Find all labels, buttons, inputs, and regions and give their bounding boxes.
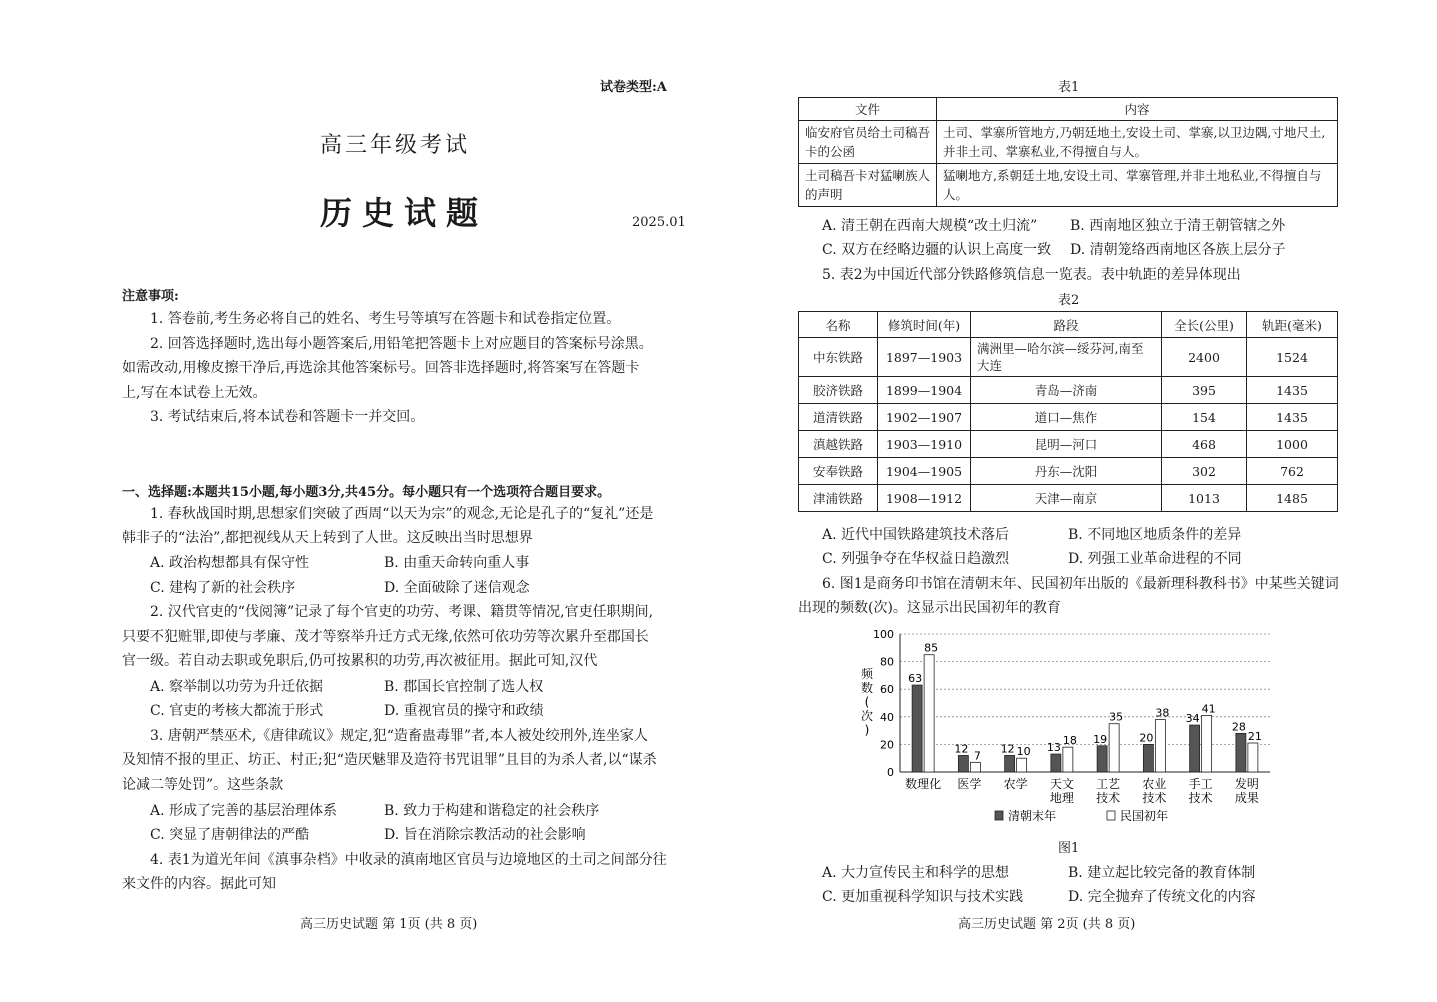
option: C. 列强争夺在华权益日趋激烈 bbox=[822, 551, 1010, 567]
y-tick-label: 40 bbox=[880, 710, 894, 724]
table1-header: 文件 bbox=[799, 98, 937, 121]
table2-cell: 1485 bbox=[1247, 485, 1338, 512]
legend-label: 清朝末年 bbox=[1008, 809, 1057, 823]
question-text: 6. 图1是商务印书馆在清朝末年、民国初年出版的《最新理科教科书》中某些关键词 bbox=[822, 576, 1339, 592]
table2-header: 路段 bbox=[971, 312, 1162, 338]
table2-cell: 天津—南京 bbox=[971, 485, 1162, 512]
exam-date: 2025.01 bbox=[632, 215, 686, 230]
bar bbox=[970, 762, 980, 772]
table2-cell: 昆明—河口 bbox=[971, 431, 1162, 458]
x-tick-label: 医学 bbox=[957, 777, 982, 791]
data-label: 7 bbox=[973, 749, 981, 763]
bar bbox=[1190, 725, 1200, 772]
table2-cell: 青岛—济南 bbox=[971, 377, 1162, 404]
legend-swatch bbox=[1107, 811, 1115, 820]
option: A. 形成了完善的基层治理体系 bbox=[150, 803, 338, 819]
x-tick-label: 天文 bbox=[1049, 777, 1074, 791]
question-text: 1. 春秋战国时期,思想家们突破了西周“以天为宗”的观念,无论是孔子的“复礼”还是 bbox=[150, 506, 654, 522]
table2-cell: 762 bbox=[1247, 458, 1338, 485]
data-label: 34 bbox=[1185, 712, 1200, 726]
table2-cell: 胶济铁路 bbox=[799, 377, 878, 404]
data-label: 10 bbox=[1016, 745, 1031, 759]
bar bbox=[924, 655, 934, 772]
bar bbox=[1017, 758, 1027, 772]
y-axis-label: 频 bbox=[860, 667, 874, 681]
x-tick-label: 农业 bbox=[1142, 777, 1167, 791]
y-tick-label: 100 bbox=[873, 628, 894, 641]
question-text: 出现的频数(次)。这显示出民国初年的教育 bbox=[798, 600, 1061, 616]
table2-cell: 滇越铁路 bbox=[799, 431, 878, 458]
table2-cell: 丹东—沈阳 bbox=[971, 458, 1162, 485]
table-row bbox=[799, 121, 1338, 164]
table2-cell: 302 bbox=[1162, 458, 1247, 485]
y-tick-label: 0 bbox=[887, 766, 894, 779]
table2-cell: 道口—焦作 bbox=[971, 404, 1162, 431]
bar bbox=[1248, 743, 1258, 772]
question-text: 3. 唐朝严禁巫术,《唐律疏议》规定,犯“造畜蛊毒罪”者,本人被处绞刑外,连坐家人 bbox=[150, 728, 648, 744]
table2-cell: 1903—1910 bbox=[878, 431, 971, 458]
data-label: 13 bbox=[1046, 741, 1061, 755]
table-row bbox=[799, 404, 1338, 431]
bar bbox=[1155, 720, 1165, 772]
option: D. 完全抛弃了传统文化的内容 bbox=[1068, 889, 1256, 905]
table-row bbox=[799, 164, 1338, 207]
data-label: 28 bbox=[1231, 720, 1246, 734]
x-tick-label: 发明 bbox=[1234, 777, 1259, 791]
table2-header: 修筑时间(年) bbox=[878, 312, 971, 338]
table2-cell: 154 bbox=[1162, 404, 1247, 431]
table-row bbox=[799, 485, 1338, 512]
table2-cell: 1524 bbox=[1247, 338, 1338, 377]
option: D. 列强工业革命进程的不同 bbox=[1068, 551, 1242, 567]
question-text: 韩非子的“法治”,都把视线从天上转到了人世。这反映出当时思想界 bbox=[122, 530, 533, 546]
note-line: 如需改动,用橡皮擦干净后,再选涂其他答案标号。回答非选择题时,将答案写在答题卡 bbox=[122, 360, 640, 376]
page-footer: 高三历史试题 第 1页 (共 8 页) bbox=[300, 917, 478, 932]
note-line: 1. 答卷前,考生务必将自己的姓名、考生号等填写在答题卡和试卷指定位置。 bbox=[150, 311, 621, 327]
exam-title: 高三年级考试 bbox=[320, 133, 471, 158]
table2-caption: 表2 bbox=[1058, 293, 1080, 308]
table2-cell: 1435 bbox=[1247, 404, 1338, 431]
table1-cell: 土司稿吾卡对猛喇族人的声明 bbox=[799, 164, 937, 207]
table1-cell: 临安府官员给土司稿吾卡的公函 bbox=[799, 121, 937, 164]
table2-header: 全长(公里) bbox=[1162, 312, 1247, 338]
bar bbox=[1063, 747, 1073, 772]
option: B. 致力于构建和谐稳定的社会秩序 bbox=[384, 803, 600, 819]
subject-title: 历史试题 bbox=[320, 194, 489, 232]
data-label: 20 bbox=[1139, 731, 1154, 745]
data-label: 41 bbox=[1201, 702, 1216, 716]
x-tick-label: 手工 bbox=[1188, 777, 1213, 791]
note-line: 3. 考试结束后,将本试卷和答题卡一并交回。 bbox=[150, 409, 425, 425]
bar bbox=[1051, 754, 1061, 772]
table-1 bbox=[798, 97, 1338, 207]
page-footer: 高三历史试题 第 2页 (共 8 页) bbox=[958, 917, 1136, 932]
table2-cell: 1013 bbox=[1162, 485, 1247, 512]
table2-cell: 道清铁路 bbox=[799, 404, 878, 431]
table2-cell: 468 bbox=[1162, 431, 1247, 458]
data-label: 19 bbox=[1093, 732, 1108, 746]
option: A. 清王朝在西南大规模“改土归流” bbox=[822, 218, 1038, 234]
bar-chart bbox=[845, 620, 1285, 835]
legend-swatch bbox=[995, 811, 1003, 820]
table1-cell: 土司、掌寨所管地方,乃朝廷地土,安设土司、掌寨,以卫边隅,寸地尺土,并非土司、掌寨私业,不得擅自与人。 bbox=[937, 121, 1338, 164]
option: D. 清朝笼络西南地区各族上层分子 bbox=[1070, 242, 1286, 258]
table2-cell: 1897—1903 bbox=[878, 338, 971, 377]
option: B. 郡国长官控制了选人权 bbox=[384, 679, 544, 695]
table2-cell: 395 bbox=[1162, 377, 1247, 404]
table-row bbox=[799, 338, 1338, 377]
table2-cell: 中东铁路 bbox=[799, 338, 878, 377]
question-text: 4. 表1为道光年间《滇事杂档》中收录的滇南地区官员与边境地区的土司之间部分往 bbox=[150, 852, 667, 868]
x-tick-label: 数理化 bbox=[905, 777, 942, 791]
y-axis-label: 次 bbox=[860, 709, 874, 723]
table2-header: 轨距(毫米) bbox=[1247, 312, 1338, 338]
table2-cell: 1902—1907 bbox=[878, 404, 971, 431]
option: D. 全面破除了迷信观念 bbox=[384, 580, 530, 596]
bar bbox=[1005, 755, 1015, 772]
legend-label: 民国初年 bbox=[1120, 809, 1169, 823]
table1-caption: 表1 bbox=[1058, 80, 1080, 95]
data-label: 12 bbox=[954, 742, 969, 756]
bar bbox=[912, 685, 922, 772]
table1-header: 内容 bbox=[937, 98, 1338, 121]
x-tick-label: 技术 bbox=[1188, 791, 1213, 805]
question-text: 论减二等处罚”。这些条款 bbox=[122, 777, 284, 793]
option: A. 近代中国铁路建筑技术落后 bbox=[822, 527, 1010, 543]
bar bbox=[1236, 733, 1246, 772]
option: C. 建构了新的社会秩序 bbox=[150, 580, 296, 596]
note-line: 2. 回答选择题时,选出每小题答案后,用铅笔把答题卡上对应题目的答案标号涂黑。 bbox=[150, 336, 653, 352]
option: B. 西南地区独立于清王朝管辖之外 bbox=[1070, 218, 1286, 234]
table2-cell: 1899—1904 bbox=[878, 377, 971, 404]
data-label: 35 bbox=[1109, 710, 1124, 724]
x-tick-label: 地理 bbox=[1049, 791, 1074, 805]
table-row bbox=[799, 377, 1338, 404]
question-text: 5. 表2为中国近代部分铁路修筑信息一览表。表中轨距的差异体现出 bbox=[822, 267, 1241, 283]
notes-heading: 注意事项: bbox=[122, 289, 179, 304]
bar bbox=[1097, 746, 1107, 772]
table1-cell: 猛喇地方,系朝廷土地,安设土司、掌寨管理,并非土地私业,不得擅自与人。 bbox=[937, 164, 1338, 207]
paper-type: 试卷类型:A bbox=[600, 80, 667, 95]
bar bbox=[1109, 724, 1119, 772]
y-axis-label: ) bbox=[864, 723, 870, 737]
note-line: 上,写在本试卷上无效。 bbox=[122, 385, 267, 401]
x-tick-label: 技术 bbox=[1142, 791, 1167, 805]
table2-cell: 1000 bbox=[1247, 431, 1338, 458]
table-row bbox=[799, 431, 1338, 458]
option: A. 政治构想都具有保守性 bbox=[150, 555, 310, 571]
bar bbox=[958, 755, 968, 772]
table2-cell: 津浦铁路 bbox=[799, 485, 878, 512]
option: C. 更加重视科学知识与技术实践 bbox=[822, 889, 1024, 905]
section-title: 一、选择题:本题共15小题,每小题3分,共45分。每小题只有一个选项符合题目要求。 bbox=[122, 485, 611, 500]
data-label: 63 bbox=[908, 672, 923, 686]
data-label: 21 bbox=[1247, 730, 1262, 744]
x-tick-label: 工艺 bbox=[1096, 777, 1121, 791]
y-axis-label: 数 bbox=[860, 681, 874, 695]
bar bbox=[1202, 715, 1212, 772]
x-tick-label: 农学 bbox=[1003, 777, 1028, 791]
option: C. 双方在经略边疆的认识上高度一致 bbox=[822, 242, 1052, 258]
option: B. 建立起比较完备的教育体制 bbox=[1068, 865, 1256, 881]
option: B. 由重天命转向重人事 bbox=[384, 555, 530, 571]
option: A. 大力宣传民主和科学的思想 bbox=[822, 865, 1010, 881]
data-label: 85 bbox=[924, 641, 939, 655]
table2-cell: 2400 bbox=[1162, 338, 1247, 377]
option: D. 旨在消除宗教活动的社会影响 bbox=[384, 827, 586, 843]
y-axis-label: ( bbox=[864, 695, 870, 709]
table2-cell: 1435 bbox=[1247, 377, 1338, 404]
option: B. 不同地区地质条件的差异 bbox=[1068, 527, 1242, 543]
question-text: 及知情不报的里正、坊正、村正;犯“造厌魅罪及造符书咒诅罪”且目的为杀人者,以“谋杀 bbox=[122, 752, 657, 768]
option: D. 重视官员的操守和政绩 bbox=[384, 703, 544, 719]
data-label: 12 bbox=[1000, 742, 1015, 756]
y-tick-label: 20 bbox=[880, 738, 894, 752]
figure-caption: 图1 bbox=[1058, 841, 1080, 856]
x-tick-label: 成果 bbox=[1234, 791, 1259, 805]
y-tick-label: 80 bbox=[880, 655, 894, 669]
question-text: 官一级。若自动去职或免职后,仍可按累积的功劳,再次被征用。据此可知,汉代 bbox=[122, 653, 598, 669]
table2-cell: 1908—1912 bbox=[878, 485, 971, 512]
table2-header: 名称 bbox=[799, 312, 878, 338]
y-tick-label: 60 bbox=[880, 683, 894, 697]
table2-cell: 安奉铁路 bbox=[799, 458, 878, 485]
question-text: 来文件的内容。据此可知 bbox=[122, 876, 276, 892]
data-label: 38 bbox=[1155, 706, 1170, 720]
data-label: 18 bbox=[1062, 734, 1077, 748]
option: C. 突显了唐朝律法的严酷 bbox=[150, 827, 310, 843]
bar bbox=[1143, 744, 1153, 772]
table2-cell: 满洲里—哈尔滨—绥芬河,南至大连 bbox=[971, 338, 1162, 377]
question-text: 只要不犯赃罪,即使与孝廉、茂才等察举升迁方式无缘,依然可依功劳等次累升至郡国长 bbox=[122, 629, 649, 645]
table2-cell: 1904—1905 bbox=[878, 458, 971, 485]
table-2 bbox=[798, 311, 1338, 512]
table-row bbox=[799, 458, 1338, 485]
option: A. 察举制以功劳为升迁依据 bbox=[150, 679, 324, 695]
question-text: 2. 汉代官吏的“伐阅簿”记录了每个官吏的功劳、考课、籍贯等情况,官吏任职期间, bbox=[150, 604, 654, 620]
option: C. 官吏的考核大都流于形式 bbox=[150, 703, 324, 719]
x-tick-label: 技术 bbox=[1096, 791, 1121, 805]
